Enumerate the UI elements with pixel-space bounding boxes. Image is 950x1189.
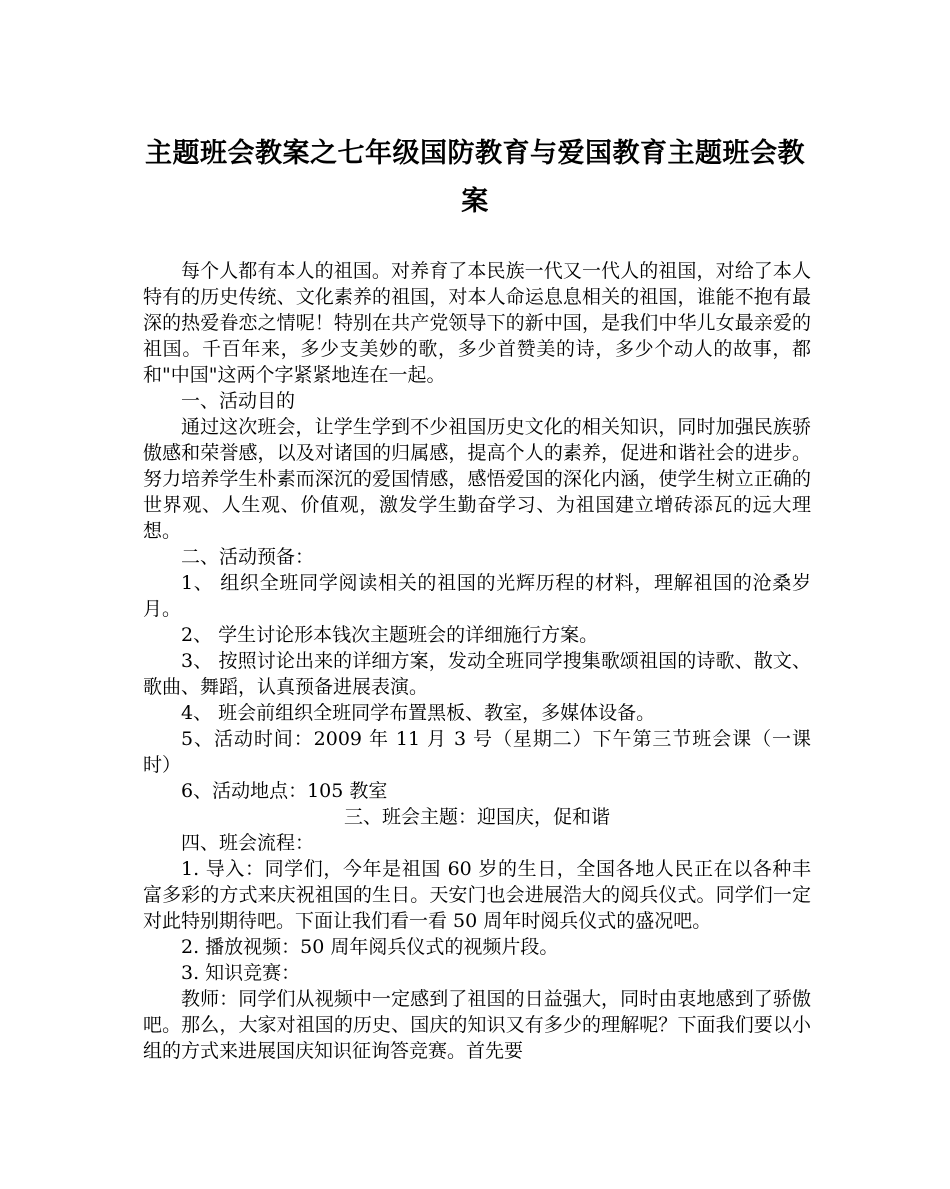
purpose-paragraph: 通过这次班会，让学生学到不少祖国历史文化的相关知识，同时加强民族骄傲感和荣誉感，以及对诸国的归属感，提高个人的素养，促进和谐社会的进步。努力培养学生朴素而深沉的爱国情感，感悟爱国的深化内涵，使学生树立正确的世界观、人生观、价值观，激发学生勤奋学习、为祖国建立增砖添瓦的远大理想。 — [143, 416, 811, 542]
intro-paragraph: 每个人都有本人的祖国。对养育了本民族一代又一代人的祖国，对给了本人特有的历史传统、文化素养的祖国，对本人命运息息相关的祖国，谁能不抱有最深的热爱眷恋之情呢！特别在共产党领导下的新中国，是我们中华儿女最亲爱的祖国。千百年来，多少支美妙的歌，多少首赞美的诗，多少个动人的故事，都和"中国"这两个字紧紧地连在一起。 — [143, 260, 811, 386]
process-step-3: 3. 知识竞赛： — [181, 962, 301, 984]
document-body — [143, 258, 811, 1064]
section-heading-theme: 三、班会主题：迎国庆，促和谐 — [343, 806, 610, 828]
preparation-item-1: 1、 组织全班同学阅读相关的祖国的光辉历程的材料，理解祖国的沧桑岁月。 — [143, 572, 811, 620]
section-heading-purpose: 一、活动目的 — [181, 390, 296, 412]
section-heading-preparation: 二、活动预备： — [181, 546, 315, 568]
section-heading-process: 四、班会流程： — [181, 832, 315, 854]
activity-location: 6、活动地点：105 教室 — [181, 780, 388, 802]
process-step-2: 2. 播放视频：50 周年阅兵仪式的视频片段。 — [181, 936, 559, 958]
teacher-paragraph: 教师：同学们从视频中一定感到了祖国的日益强大，同时由衷地感到了骄傲吧。那么，大家对祖国的历史、国庆的知识又有多少的理解呢？下面我们要以小组的方式来进展国庆知识征询答竞赛。首先要 — [143, 988, 811, 1062]
activity-time: 5、活动时间：2009 年 11 月 3 号（星期二）下午第三节班会课（一课时） — [143, 728, 811, 776]
preparation-item-3: 3、 按照讨论出来的详细方案，发动全班同学搜集歌颂祖国的诗歌、散文、歌曲、舞蹈，认真预备进展表演。 — [143, 650, 811, 698]
process-step-1: 1. 导入：同学们，今年是祖国 60 岁的生日，全国各地人民正在以各种丰富多彩的方式来庆祝祖国的生日。天安门也会进展浩大的阅兵仪式。同学们一定对此特别期待吧。下面让我们看一看 50 周年时阅兵仪式的盛况吧。 — [143, 858, 811, 932]
preparation-item-4: 4、 班会前组织全班同学布置黑板、教室，多媒体设备。 — [181, 702, 656, 724]
preparation-item-2: 2、 学生讨论形本钱次主题班会的详细施行方案。 — [181, 624, 599, 646]
document-title: 主题班会教案之七年级国防教育与爱国教育主题班会教案 — [145, 138, 805, 217]
